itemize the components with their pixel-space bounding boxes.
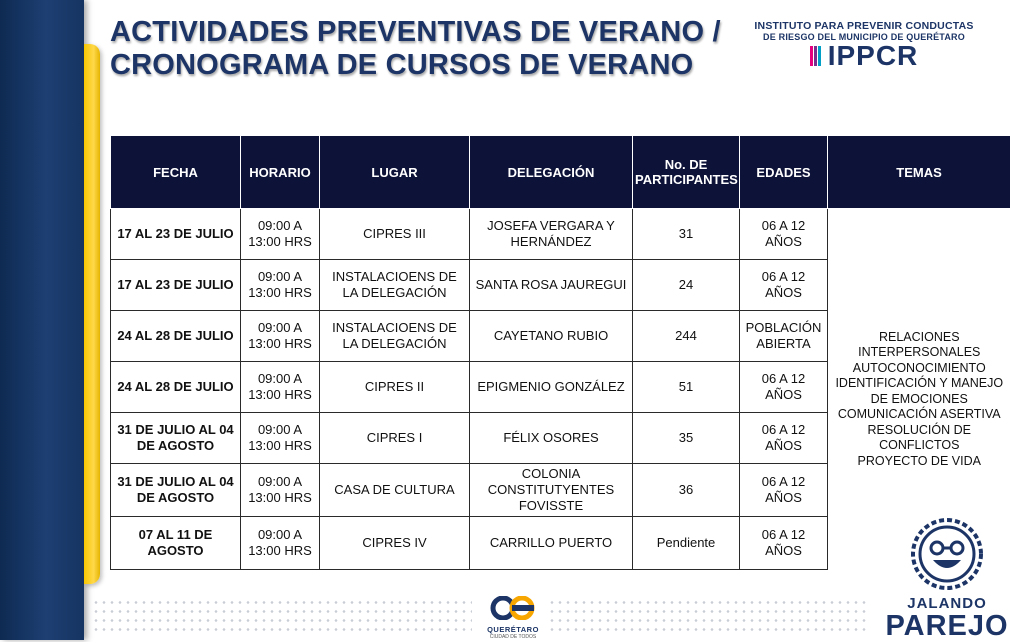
header-horario: HORARIO — [241, 136, 320, 209]
header-temas: TEMAS — [828, 136, 1011, 209]
queretaro-logo — [483, 596, 543, 638]
cell-fecha: 31 DE JULIO AL 04 DE AGOSTO — [111, 464, 241, 517]
cell-fecha: 07 AL 11 DE AGOSTO — [111, 517, 241, 570]
ippcr-mark-icon — [810, 44, 824, 68]
page-title — [110, 16, 721, 82]
cell-horario: 09:00 A 13:00 HRS — [241, 464, 320, 517]
cell-edades: 06 A 12 AÑOS — [740, 260, 828, 311]
header-lugar: LUGAR — [320, 136, 470, 209]
table-header-row — [111, 136, 1011, 209]
dot-pattern-left — [92, 598, 472, 634]
cell-lugar: INSTALACIOENS DE LA DELEGACIÓN — [320, 311, 470, 362]
cell-horario: 09:00 A 13:00 HRS — [241, 209, 320, 260]
header-fecha: FECHA — [111, 136, 241, 209]
tema-item: CONFLICTOS — [879, 438, 960, 452]
course-schedule-table — [110, 135, 1011, 570]
title-line-2: CRONOGRAMA DE CURSOS DE VERANO — [110, 49, 694, 81]
cell-horario: 09:00 A 13:00 HRS — [241, 362, 320, 413]
left-decorative-bar — [0, 0, 84, 640]
cell-participantes: 24 — [633, 260, 740, 311]
jalando-parejo-logo — [880, 516, 1014, 640]
cell-participantes: 31 — [633, 209, 740, 260]
cell-lugar: CASA DE CULTURA — [320, 464, 470, 517]
ippcr-logo-line-2: DE RIESGO DEL MUNICIPIO DE QUERÉTARO — [763, 32, 965, 42]
cell-lugar: INSTALACIOENS DE LA DELEGACIÓN — [320, 260, 470, 311]
cell-participantes: 244 — [633, 311, 740, 362]
cell-fecha: 31 DE JULIO AL 04 DE AGOSTO — [111, 413, 241, 464]
cell-fecha: 24 AL 28 DE JULIO — [111, 362, 241, 413]
tema-item: DE EMOCIONES — [870, 391, 968, 406]
cell-fecha: 17 AL 23 DE JULIO — [111, 209, 241, 260]
ippcr-logo-line-1: INSTITUTO PARA PREVENIR CONDUCTAS — [754, 20, 974, 32]
cell-delegacion: EPIGMENIO GONZÁLEZ — [470, 362, 633, 413]
tema-item: RELACIONES — [878, 329, 960, 344]
cell-horario: 09:00 A 13:00 HRS — [241, 517, 320, 570]
tema-item: AUTOCONOCIMIENTO — [852, 360, 986, 375]
dot-pattern-right — [548, 598, 868, 634]
header-delegacion: DELEGACIÓN — [470, 136, 633, 209]
jalando-text: JALANDO — [907, 595, 987, 612]
cell-lugar: CIPRES III — [320, 209, 470, 260]
queretaro-mark-icon — [486, 596, 540, 620]
cell-horario: 09:00 A 13:00 HRS — [241, 260, 320, 311]
cell-edades: 06 A 12 AÑOS — [740, 413, 828, 464]
tema-item: IDENTIFICACIÓN Y MANEJO — [835, 376, 1004, 390]
cell-fecha: 24 AL 28 DE JULIO — [111, 311, 241, 362]
cell-edades: 06 A 12 AÑOS — [740, 362, 828, 413]
ippcr-logo — [728, 20, 1000, 72]
tema-item: INTERPERSONALES — [858, 345, 981, 359]
queretaro-tagline: CIUDAD DE TODOS — [489, 634, 537, 640]
title-line-1: ACTIVIDADES PREVENTIVAS DE VERANO / — [110, 16, 721, 48]
cell-horario: 09:00 A 13:00 HRS — [241, 311, 320, 362]
cell-delegacion: COLONIA CONSTITUTYENTES FOVISSTE — [470, 464, 633, 517]
table-row — [111, 209, 1011, 260]
cell-participantes: 36 — [633, 464, 740, 517]
tema-item: RESOLUCIÓN DE — [867, 422, 971, 437]
gold-accent-strip — [84, 44, 100, 584]
cell-delegacion: SANTA ROSA JAUREGUI — [470, 260, 633, 311]
cell-lugar: CIPRES IV — [320, 517, 470, 570]
cell-participantes: 35 — [633, 413, 740, 464]
cell-participantes: Pendiente — [633, 517, 740, 570]
cell-delegacion: FÉLIX OSORES — [470, 413, 633, 464]
cell-fecha: 17 AL 23 DE JULIO — [111, 260, 241, 311]
tema-item: COMUNICACIÓN ASERTIVA — [837, 407, 1001, 421]
cell-lugar: CIPRES II — [320, 362, 470, 413]
header-edades: EDADES — [740, 136, 828, 209]
header-participantes: No. DE PARTICIPANTES — [633, 136, 740, 209]
queretaro-name: QUERÉTARO — [487, 625, 539, 634]
cell-participantes: 51 — [633, 362, 740, 413]
smiley-face-icon — [909, 516, 985, 592]
cell-delegacion: JOSEFA VERGARA Y HERNÁNDEZ — [470, 209, 633, 260]
cell-horario: 09:00 A 13:00 HRS — [241, 413, 320, 464]
cell-edades: 06 A 12 AÑOS — [740, 209, 828, 260]
tema-item: PROYECTO DE VIDA — [857, 453, 981, 468]
cell-delegacion: CAYETANO RUBIO — [470, 311, 633, 362]
cell-edades: 06 A 12 AÑOS — [740, 517, 828, 570]
ippcr-wordmark: IPPCR — [827, 40, 919, 71]
cell-edades: POBLACIÓN ABIERTA — [740, 311, 828, 362]
cell-delegacion: CARRILLO PUERTO — [470, 517, 633, 570]
cell-lugar: CIPRES I — [320, 413, 470, 464]
parejo-text: PAREJO — [885, 610, 1009, 642]
cell-edades: 06 A 12 AÑOS — [740, 464, 828, 517]
